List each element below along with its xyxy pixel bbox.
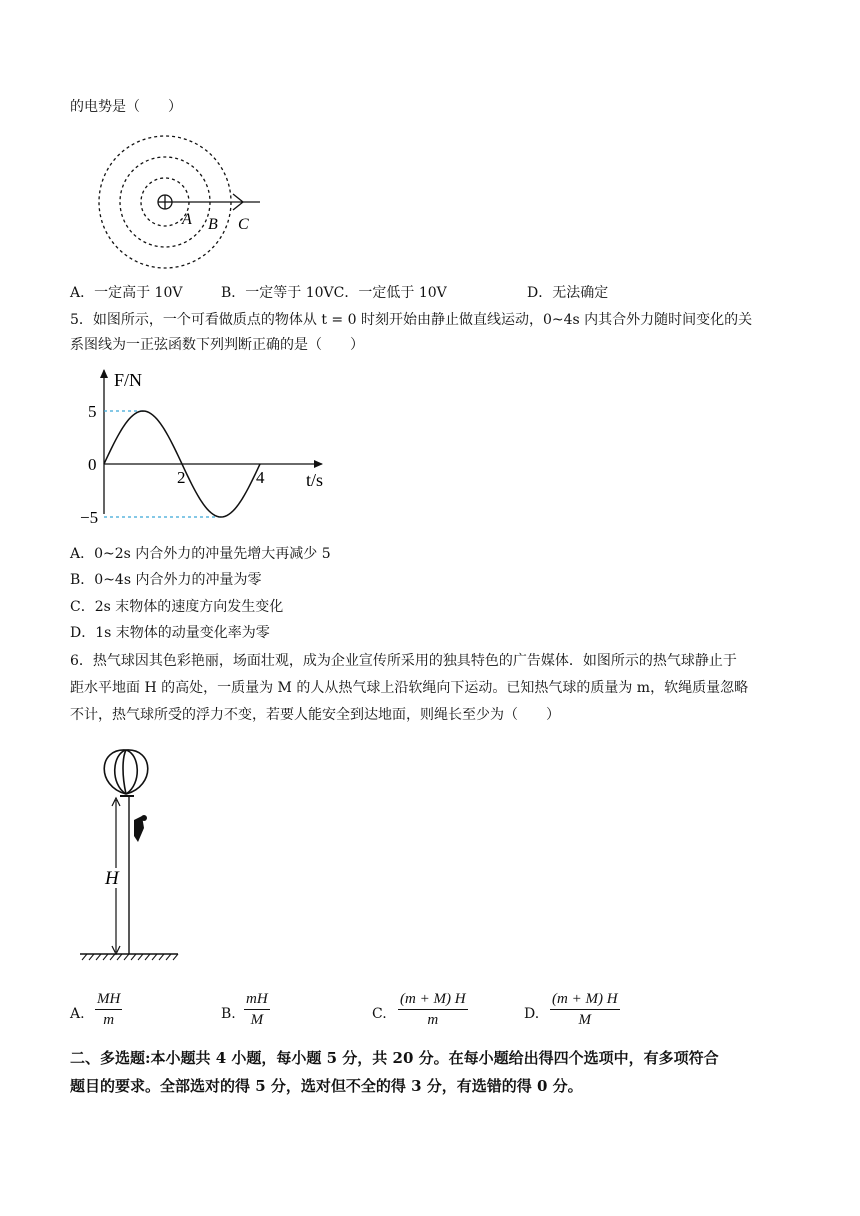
fraction-numerator: (m + M) H bbox=[550, 991, 620, 1010]
q6-option-d-letter: D. bbox=[524, 1006, 540, 1022]
q4-option-a: A．一定高于 10V bbox=[70, 285, 183, 301]
x-axis-label: t/s bbox=[306, 470, 324, 490]
q4-stem-tail: 的电势是（ ） bbox=[70, 99, 182, 115]
label-c: C bbox=[238, 216, 249, 233]
x-tick-label: 2 bbox=[177, 468, 186, 487]
y-axis-label: F/N bbox=[114, 370, 143, 390]
q6-option-c-fraction bbox=[398, 991, 468, 1029]
q4-option-d: D．无法确定 bbox=[527, 285, 609, 301]
fraction-numerator: (m + M) H bbox=[398, 991, 468, 1010]
label-b: B bbox=[208, 216, 218, 233]
q5-stem-line1: 5．如图所示，一个可看做质点的物体从 t = 0 时刻开始由静止做直线运动，0~4s 内其合外力随时间变化的关 bbox=[70, 312, 753, 328]
q5-force-time-chart bbox=[78, 368, 338, 530]
q6-stem-line1: 6．热气球因其色彩艳丽，场面壮观，成为企业宣传所采用的独具特色的广告媒体．如图所示的热气球静止于 bbox=[70, 653, 737, 669]
fraction-numerator: mH bbox=[244, 991, 270, 1010]
person-icon bbox=[134, 815, 147, 842]
x-tick-label: 4 bbox=[256, 468, 265, 487]
q6-option-b-letter: B. bbox=[221, 1006, 236, 1022]
balloon-icon bbox=[104, 750, 148, 794]
label-a: A bbox=[182, 211, 192, 228]
q5-option-d: D．1s 末物体的动量变化率为零 bbox=[70, 625, 270, 641]
q4-equipotential-figure bbox=[90, 132, 290, 282]
q6-option-b-fraction bbox=[244, 991, 270, 1029]
q6-option-a-letter: A. bbox=[70, 1006, 85, 1022]
fraction-denominator: m bbox=[103, 1012, 115, 1028]
q6-stem-line2: 距水平地面 H 的高处，一质量为 M 的人从热气球上沿软绳向下运动。已知热气球的质量为 m，软绳质量忽略 bbox=[70, 680, 749, 696]
q4-option-bc: B．一定等于 10VC．一定低于 10V bbox=[221, 285, 447, 301]
positive-charge-icon bbox=[158, 195, 172, 209]
q5-stem-line2: 系图线为一正弦函数下列判断正确的是（ ） bbox=[70, 337, 364, 353]
q6-option-a-fraction bbox=[95, 991, 122, 1029]
q6-stem-line3: 不计，热气球所受的浮力不变，若要人能安全到达地面，则绳长至少为（ ） bbox=[70, 707, 560, 723]
y-tick-label: 0 bbox=[88, 455, 97, 474]
fraction-denominator: m bbox=[427, 1012, 439, 1028]
fraction-numerator: MH bbox=[95, 991, 122, 1010]
ground-hatch bbox=[82, 954, 178, 960]
y-tick-label: −5 bbox=[80, 508, 99, 527]
q5-option-b: B．0~4s 内合外力的冲量为零 bbox=[70, 572, 262, 588]
q6-balloon-figure bbox=[74, 746, 184, 966]
fraction-denominator: M bbox=[578, 1012, 592, 1028]
section2-heading-line1: 二、多选题:本小题共 4 小题，每小题 5 分，共 20 分。在每小题给出得四个选项中，有多项符合 bbox=[70, 1049, 719, 1067]
y-tick-label: 5 bbox=[88, 402, 97, 421]
q6-option-c-letter: C. bbox=[372, 1006, 387, 1022]
fraction-denominator: M bbox=[250, 1012, 264, 1028]
q5-option-c: C．2s 末物体的速度方向发生变化 bbox=[70, 599, 284, 615]
q6-option-d-fraction bbox=[550, 991, 620, 1029]
q5-option-a: A．0~2s 内合外力的冲量先增大再减少 5 bbox=[70, 546, 331, 562]
height-label: H bbox=[105, 868, 119, 889]
section2-heading-line2: 题目的要求。全部选对的得 5 分，选对但不全的得 3 分，有选错的得 0 分。 bbox=[70, 1077, 583, 1095]
